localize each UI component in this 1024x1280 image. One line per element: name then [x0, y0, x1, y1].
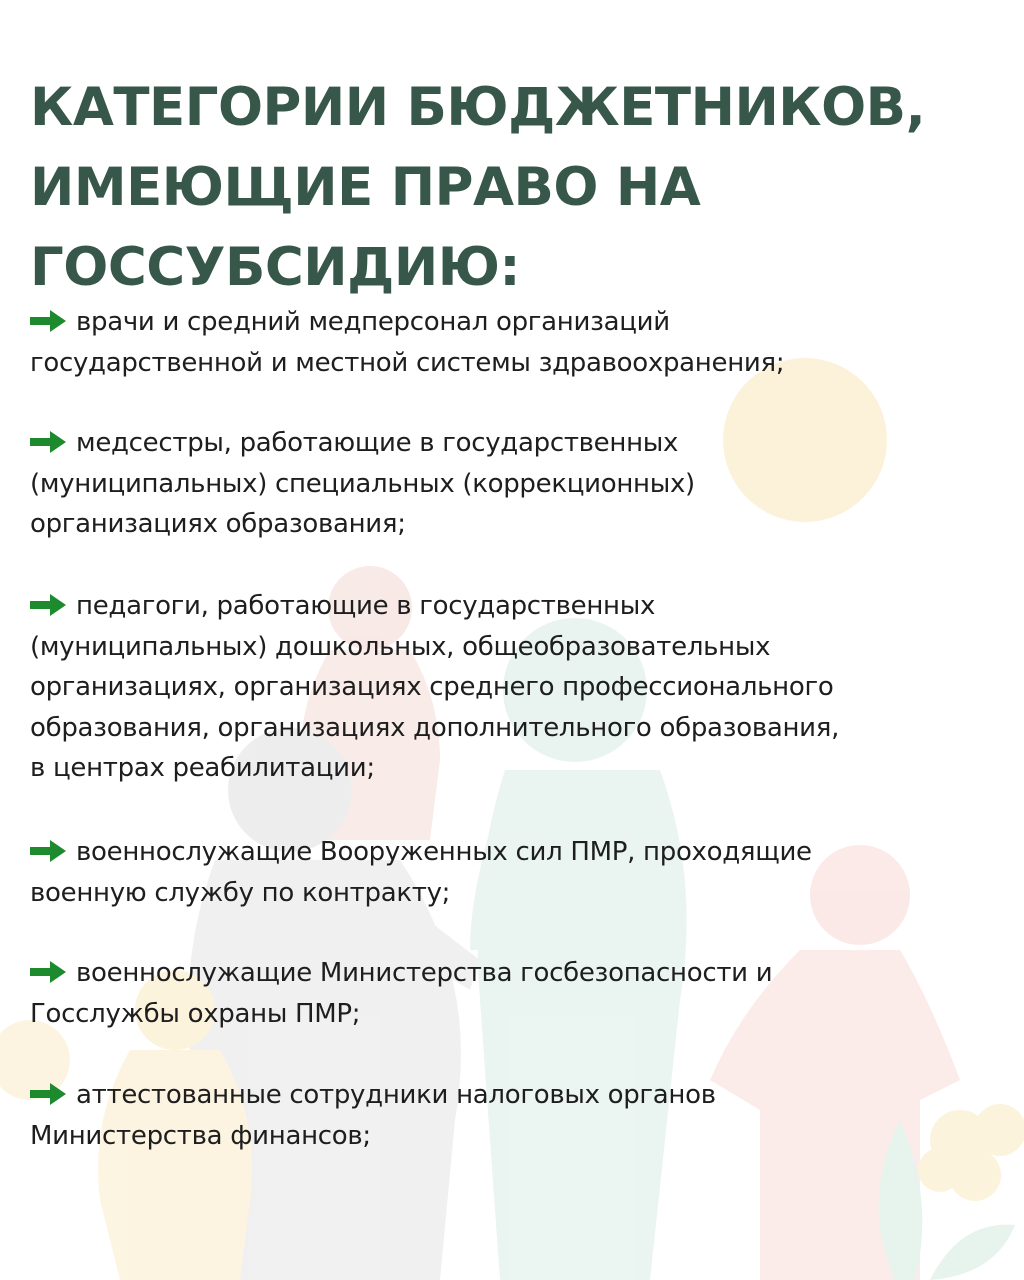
- arrow-right-icon: [30, 594, 66, 616]
- item-line: военную службу по контракту;: [30, 877, 451, 908]
- item-line: аттестованные сотрудники налоговых органов: [30, 1075, 1005, 1116]
- item-line: педагоги, работающие в государственных: [30, 586, 1005, 627]
- category-item-tax-officers: [30, 1075, 1005, 1156]
- item-line: (муниципальных) специальных (коррекционных): [30, 468, 695, 499]
- item-line: в центрах реабилитации;: [30, 753, 375, 783]
- item-line: Министерства финансов;: [30, 1120, 371, 1151]
- item-line: государственной и местной системы здравоохранения;: [30, 347, 785, 378]
- category-item-teachers: [30, 586, 1005, 789]
- item-line: военнослужащие Министерства госбезопасности и: [30, 953, 1005, 994]
- item-line: медсестры, работающие в государственных: [30, 423, 1005, 464]
- arrow-right-icon: [30, 961, 66, 983]
- item-line: врачи и средний медперсонал организаций: [30, 302, 1005, 343]
- title-line: ГОССУБСИДИЮ:: [30, 237, 521, 298]
- title-line: ИМЕЮЩИЕ ПРАВО НА: [30, 157, 701, 218]
- arrow-right-icon: [30, 840, 66, 862]
- item-line: образования, организациях дополнительного образования,: [30, 712, 840, 743]
- category-item-nurses: [30, 423, 1005, 545]
- item-line: Госслужбы охраны ПМР;: [30, 998, 361, 1029]
- category-item-military: [30, 832, 1005, 913]
- item-line: организациях, организациях среднего профессионального: [30, 672, 834, 702]
- arrow-right-icon: [30, 1083, 66, 1105]
- item-line: организациях образования;: [30, 509, 406, 539]
- category-item-doctors: [30, 302, 1005, 383]
- arrow-right-icon: [30, 310, 66, 332]
- page-title: [30, 68, 970, 308]
- category-item-security-service: [30, 953, 1005, 1034]
- title-line: КАТЕГОРИИ БЮДЖЕТНИКОВ,: [30, 77, 926, 138]
- item-line: военнослужащие Вооруженных сил ПМР, проходящие: [30, 832, 1005, 873]
- arrow-right-icon: [30, 431, 66, 453]
- item-line: (муниципальных) дошкольных, общеобразовательных: [30, 631, 771, 662]
